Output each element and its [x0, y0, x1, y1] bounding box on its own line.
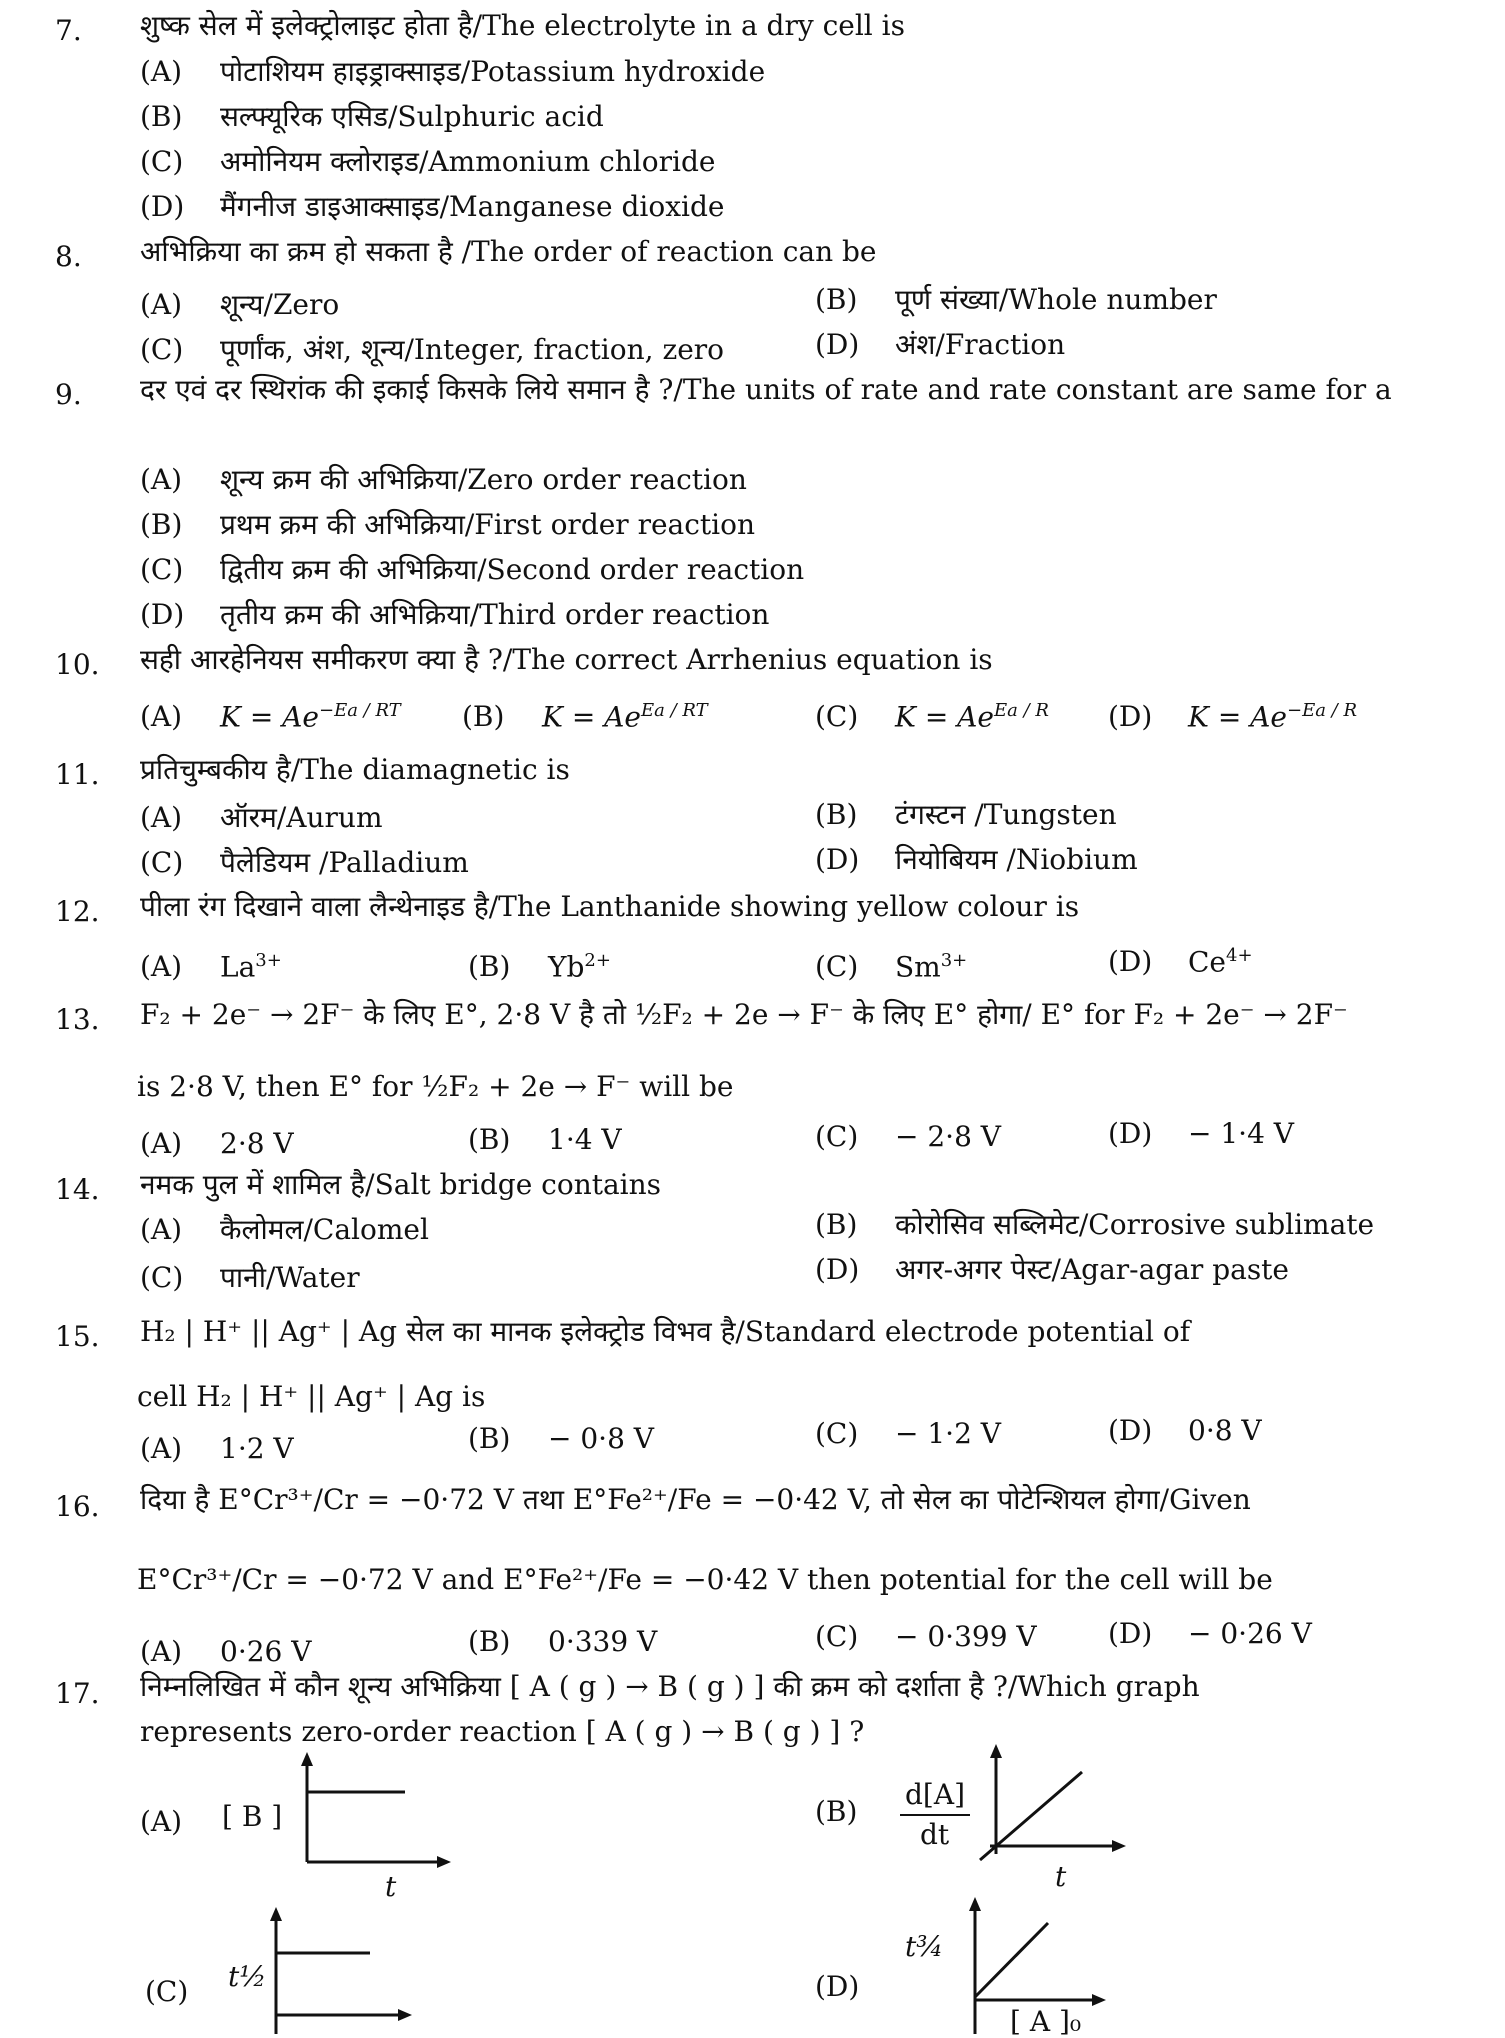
question-text: अभिक्रिया का क्रम हो सकता है /The order of reaction can be — [140, 235, 877, 268]
question-number: 7. — [55, 14, 82, 47]
graph-b-ylabel-den: dt — [920, 1818, 950, 1851]
option-b: (B) प्रथम क्रम की अभिक्रिया/First order reaction — [140, 508, 756, 541]
graph-b — [950, 1742, 1130, 1862]
option-a: (A) $K = Ae^{-Ea / RT}$ — [140, 700, 401, 734]
question-text: नमक पुल में शामिल है/Salt bridge contains — [140, 1168, 662, 1201]
option-c: (C) पानी/Water — [140, 1261, 360, 1294]
graph-b-xlabel: t — [1055, 1860, 1067, 1893]
option-a: (A) 1·2 V — [140, 1432, 294, 1465]
question-text: सही आरहेनियस समीकरण क्या है ?/The correct Arrhenius equation is — [140, 643, 993, 676]
option-a: (A) 0·26 V — [140, 1635, 312, 1668]
option-a: (A) पोटाशियम हाइड्राक्साइड/Potassium hydroxide — [140, 55, 766, 88]
question-text-line2: represents zero-order reaction [ A ( g ) → B ( g ) ] ? — [140, 1715, 865, 1748]
option-c: (C) पूर्णांक, अंश, शून्य/Integer, fraction, zero — [140, 333, 725, 366]
graph-a — [265, 1750, 455, 1870]
question-number: 14. — [55, 1173, 100, 1206]
option-b: (B) कोरोसिव सब्लिमेट/Corrosive sublimate — [815, 1208, 1375, 1241]
option-a: (A) शून्य क्रम की अभिक्रिया/Zero order reaction — [140, 463, 747, 496]
option-c: (C) − 1·2 V — [815, 1417, 1002, 1450]
graph-d-xlabel: [ A ]₀ — [1010, 2005, 1082, 2038]
question-text-line2: E°Cr³⁺/Cr = −0·72 V and E°Fe²⁺/Fe = −0·42 V then potential for the cell will be — [137, 1563, 1273, 1596]
option-c-label: (C) — [145, 1975, 189, 2008]
option-d: (D) − 0·26 V — [1108, 1617, 1312, 1650]
option-b: (B) टंगस्टन /Tungsten — [815, 798, 1117, 831]
option-c: (C) $Sm^{3+}$ — [815, 950, 968, 984]
graph-d-ylabel: t¾ — [905, 1930, 944, 1963]
option-c: (C) द्वितीय क्रम की अभिक्रिया/Second order reaction — [140, 553, 805, 586]
option-b-label: (B) — [815, 1795, 858, 1828]
question-number: 16. — [55, 1490, 100, 1523]
graph-c-ylabel: t½ — [228, 1960, 267, 1993]
question-number: 15. — [55, 1320, 100, 1353]
option-d-label: (D) — [815, 1970, 860, 2003]
question-text: प्रतिचुम्बकीय है/The diamagnetic is — [140, 753, 570, 786]
question-number: 13. — [55, 1003, 100, 1036]
option-b: (B) − 0·8 V — [468, 1422, 655, 1455]
option-c: (C) पैलेडियम /Palladium — [140, 846, 469, 879]
option-b: (B) $K = Ae^{Ea / RT}$ — [462, 700, 708, 734]
question-text: पीला रंग दिखाने वाला लैन्थेनाइड है/The Lanthanide showing yellow colour is — [140, 890, 1080, 923]
option-b: (B) 1·4 V — [468, 1123, 622, 1156]
question-text-line2: is 2·8 V, then E° for ½F₂ + 2e → F⁻ will be — [137, 1070, 734, 1103]
graph-d — [930, 1895, 1110, 2034]
option-d: (D) अंश/Fraction — [815, 328, 1066, 361]
question-number: 12. — [55, 895, 100, 928]
option-a: (A) शून्य/Zero — [140, 288, 340, 321]
option-c: (C) − 0·399 V — [815, 1620, 1037, 1653]
option-d: (D) $Ce^{4+}$ — [1108, 945, 1253, 979]
option-d: (D) अगर-अगर पेस्ट/Agar-agar paste — [815, 1253, 1290, 1286]
option-c: (C) − 2·8 V — [815, 1120, 1002, 1153]
question-text-line1: निम्नलिखित में कौन शून्य अभिक्रिया [ A ( g ) → B ( g ) ] की क्रम को दर्शाता है ?/Which graph — [140, 1670, 1200, 1703]
option-a: (A) 2·8 V — [140, 1127, 294, 1160]
option-c: (C) अमोनियम क्लोराइड/Ammonium chloride — [140, 145, 716, 178]
option-d: (D) मैंगनीज डाइआक्साइड/Manganese dioxide — [140, 190, 725, 223]
question-text-line1: F₂ + 2e⁻ → 2F⁻ के लिए E°, 2·8 V है तो ½F₂ + 2e → F⁻ के लिए E° होगा/ E° for F₂ + 2e⁻ → 2F⁻ — [140, 998, 1348, 1031]
question-number: 11. — [55, 758, 100, 791]
question-text-line1: H₂ | H⁺ || Ag⁺ | Ag सेल का मानक इलेक्ट्रोड विभव है/Standard electrode potential of — [140, 1315, 1191, 1348]
option-a: (A) ऑरम/Aurum — [140, 801, 383, 834]
question-text-line2: cell H₂ | H⁺ || Ag⁺ | Ag is — [137, 1380, 486, 1413]
option-d: (D) − 1·4 V — [1108, 1117, 1295, 1150]
question-number: 17. — [55, 1677, 100, 1710]
option-b: (B) पूर्ण संख्या/Whole number — [815, 283, 1217, 316]
question-number: 9. — [55, 378, 82, 411]
option-a: (A) कैलोमल/Calomel — [140, 1213, 429, 1246]
option-a-label: (A) — [140, 1805, 183, 1838]
question-number: 10. — [55, 648, 100, 681]
graph-a-ylabel: [ B ] — [222, 1800, 283, 1833]
option-c: (C) $K = Ae^{Ea / R}$ — [815, 700, 1049, 734]
question-text-line1: दिया है E°Cr³⁺/Cr = −0·72 V तथा E°Fe²⁺/Fe = −0·42 V, तो सेल का पोटेन्शियल होगा/Given — [140, 1483, 1251, 1516]
option-d: (D) तृतीय क्रम की अभिक्रिया/Third order reaction — [140, 598, 770, 631]
question-number: 8. — [55, 240, 82, 273]
question-text: शुष्क सेल में इलेक्ट्रोलाइट होता है/The electrolyte in a dry cell is — [140, 9, 905, 42]
graph-b-ylabel-num: d[A] — [905, 1778, 965, 1811]
option-b: (B) 0·339 V — [468, 1625, 658, 1658]
option-d: (D) $K = Ae^{-Ea / R}$ — [1108, 700, 1357, 734]
option-b: (B) $Yb^{2+}$ — [468, 950, 611, 984]
option-d: (D) 0·8 V — [1108, 1414, 1262, 1447]
option-a: (A) $La^{3+}$ — [140, 950, 282, 984]
graph-c — [240, 1905, 420, 2034]
graph-a-xlabel: t — [385, 1870, 397, 1903]
question-text: दर एवं दर स्थिरांक की इकाई किसके लिये समान है ?/The units of rate and rate constant are same for a — [140, 373, 1392, 406]
option-d: (D) नियोबियम /Niobium — [815, 843, 1138, 876]
option-b: (B) सल्फ्यूरिक एसिड/Sulphuric acid — [140, 100, 604, 133]
